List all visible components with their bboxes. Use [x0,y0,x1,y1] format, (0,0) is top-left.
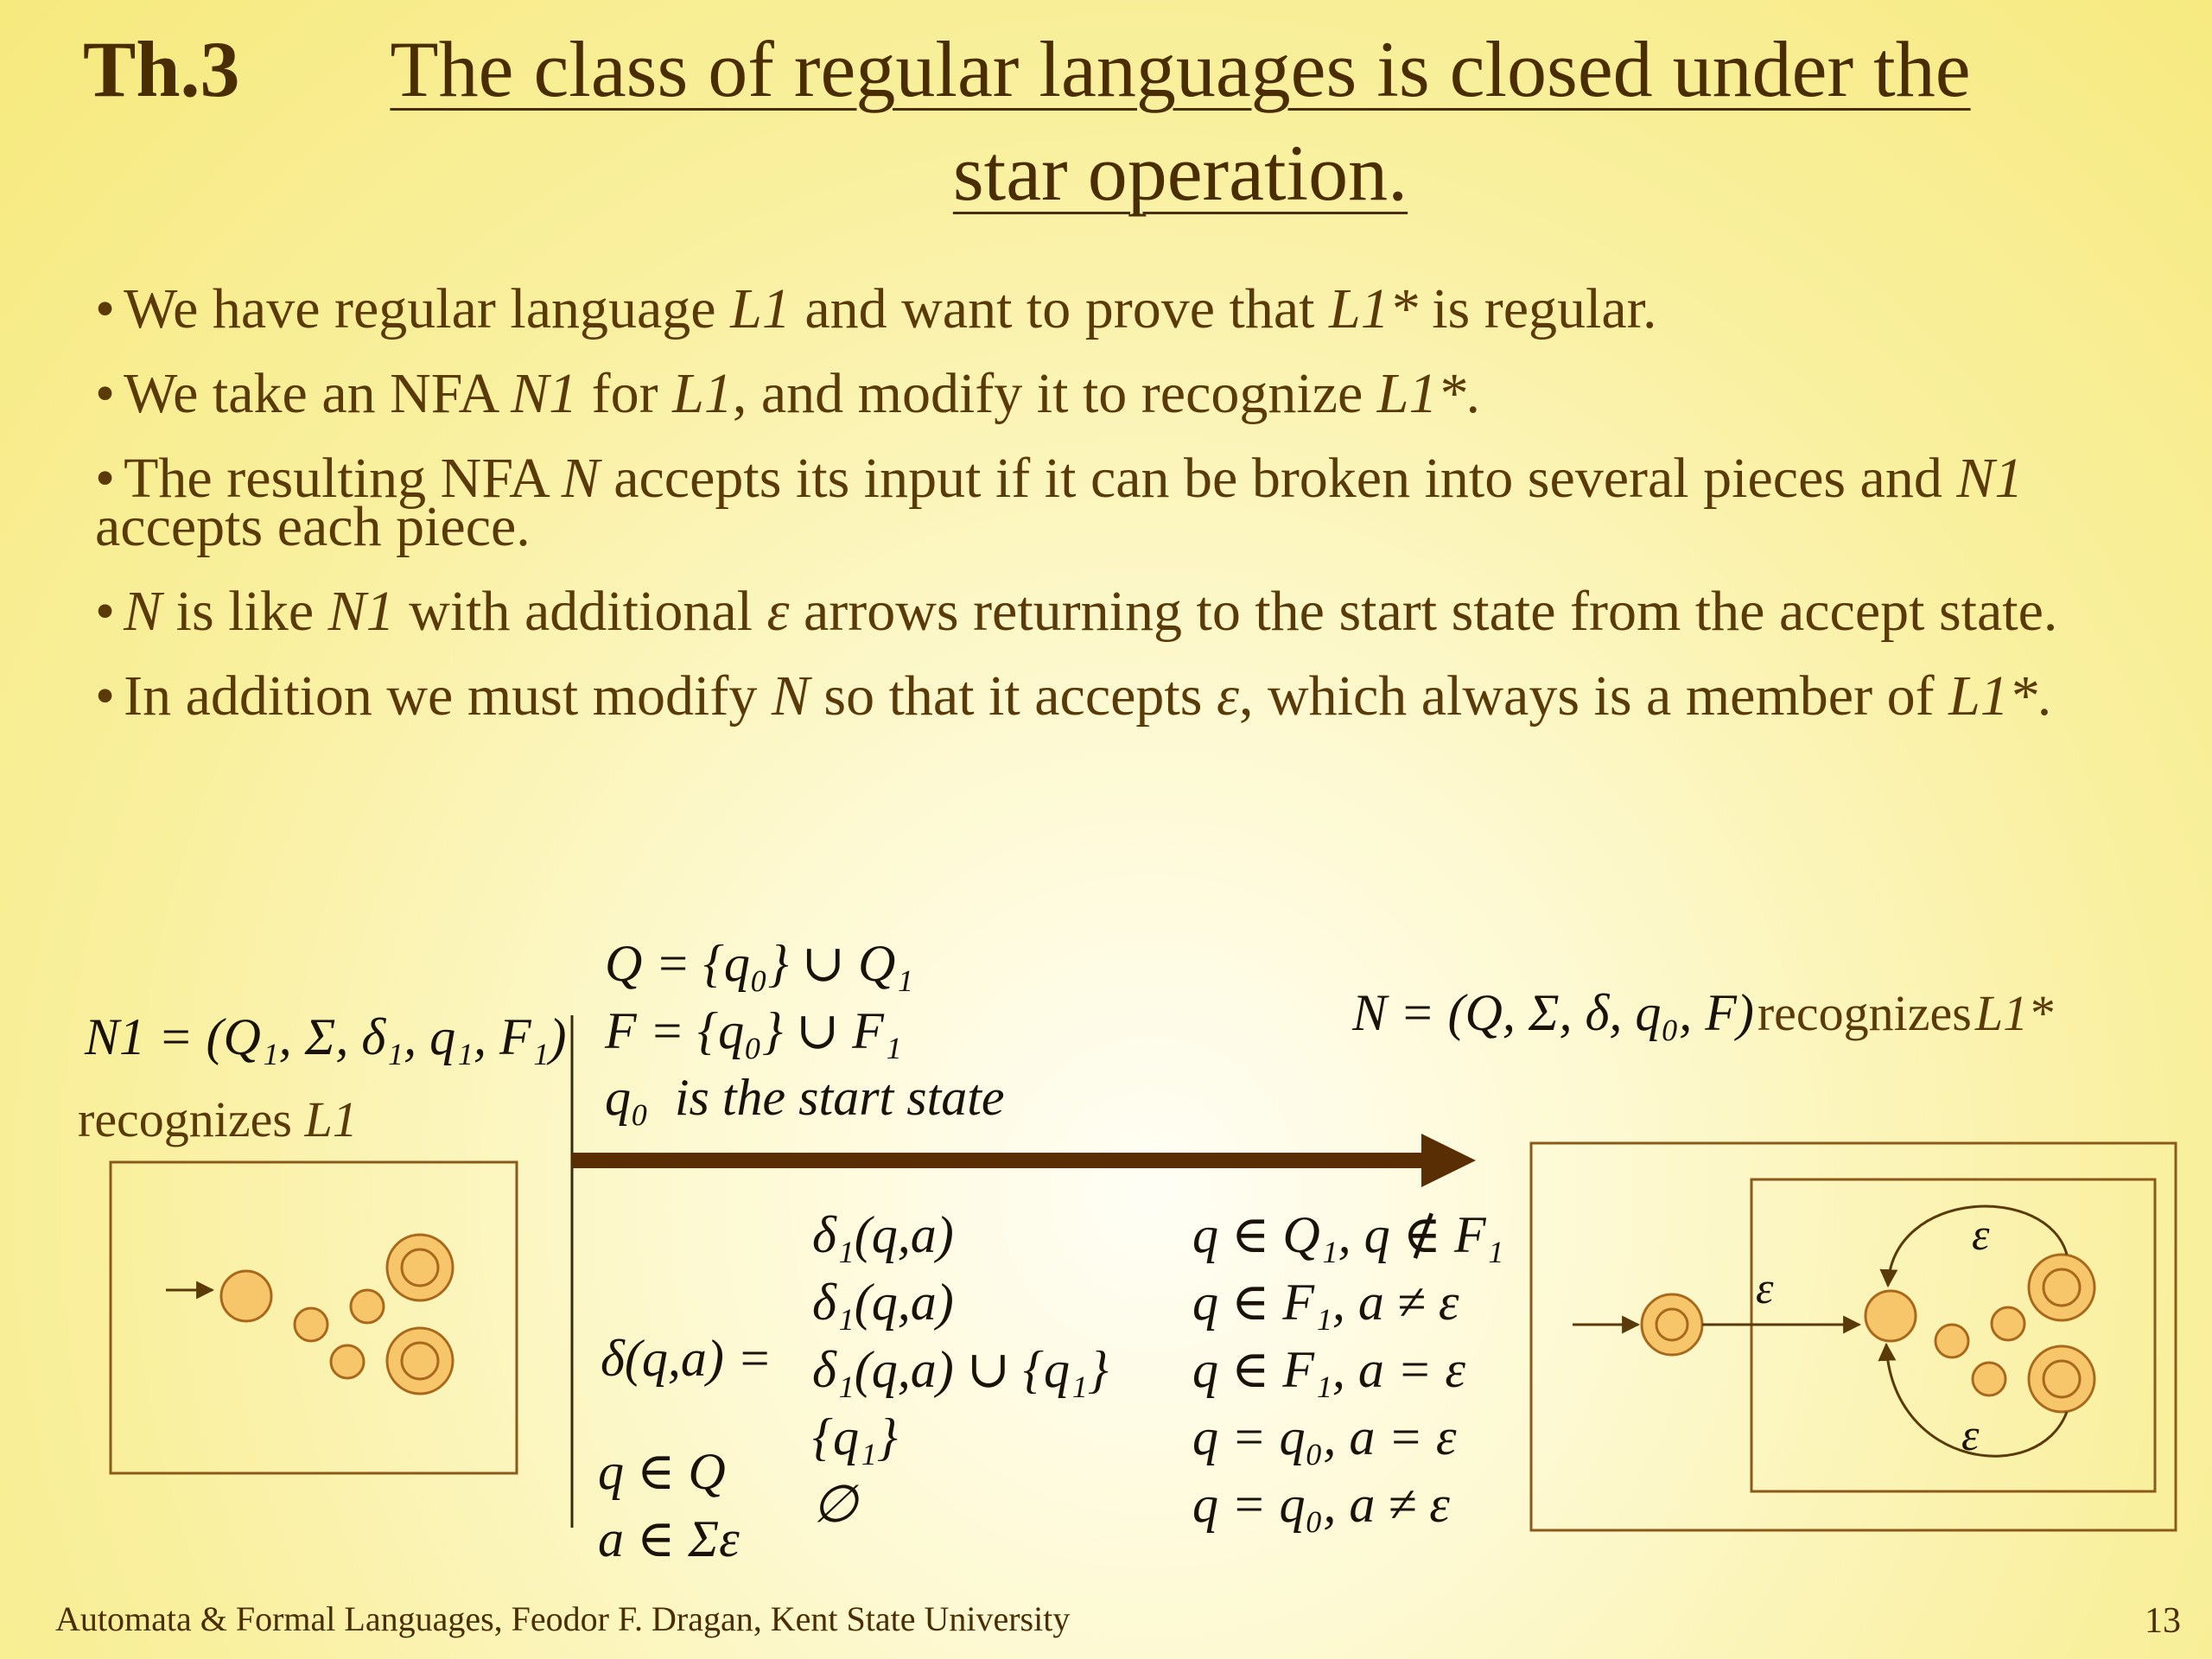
recognizes-text: recognizes [1757,985,1972,1041]
delta-case-value: δ₁(q,a) [812,1206,954,1263]
bullet-dot: • [95,580,116,643]
delta-case-value: δ₁(q,a) ∪ {q₁} [812,1341,1109,1398]
n1-state [295,1308,327,1341]
start-state-text: is the start state [674,1069,1005,1126]
n1-accept-state [387,1328,453,1394]
bullet-text: , which always is a member of [1238,664,1949,728]
bullet-dot: • [95,362,116,425]
bullet-term: N1 [327,580,395,643]
delta-lhs: δ(q,a) = [601,1330,772,1387]
delta-case-condition: q = q₀, a ≠ ε [1192,1476,1450,1533]
bullet-text: . [1465,362,1481,425]
page-number: 13 [2145,1601,2181,1641]
bullet-term: N [771,664,810,728]
bullet-text: and want to prove that [790,277,1329,340]
footer-credit: Automata & Formal Languages, Feodor F. Dragan, Kent State University [55,1599,1071,1638]
epsilon-symbol: ε [1216,664,1239,728]
for-q-in-Q: q ∈ Q [598,1443,726,1500]
bullet-text: , and modify it to recognize [732,362,1377,425]
bullet-term: L1 [672,362,733,425]
n-state [1992,1307,2024,1340]
epsilon-label-upper: ε [1972,1211,1990,1260]
epsilon-symbol: ε [766,580,790,643]
title-line-2-text: star operation. [952,129,1408,217]
for-a-in-sigma: a ∈ Σε [598,1510,740,1567]
bullet-text: is like [162,580,328,643]
n-accept-state [2029,1346,2094,1412]
bullet-text: so that it accepts [809,664,1217,728]
n-new-start-state [1642,1294,1702,1355]
n1-accept-state [387,1235,453,1300]
delta-case-value: δ₁(q,a) [812,1274,954,1331]
bullet-text: arrows returning to the start state from the accept state. [789,580,2058,643]
delta-case-condition: q ∈ F₁, a ≠ ε [1192,1274,1459,1331]
transform-arrow [572,1134,1476,1187]
recognizes-text: recognizes [78,1091,292,1147]
n1-state [351,1290,384,1323]
delta-case-condition: q = q₀, a = ε [1192,1408,1457,1465]
f-definition: F = {q₀} ∪ F₁ [605,1002,902,1059]
n1-start-state [221,1271,271,1321]
bullet-text: accepts its input if it can be broken into several pieces and [599,447,1957,510]
bullet-dot: • [95,664,116,728]
delta-case-condition: q ∈ Q₁, q ∉ F₁ [1192,1206,1504,1263]
bullet-term: L1* [1948,664,2037,728]
bullet-text: In addition we must modify [124,664,772,728]
delta-case-value: {q₁} [812,1408,898,1465]
epsilon-label-lower: ε [1961,1411,1980,1460]
bullet-term: N1 [1956,447,2024,510]
bullet-text: accepts each piece. [95,495,531,558]
bullet-text: with additional [394,580,767,643]
bullet-text: We have regular language [124,277,731,340]
bullet-term: N [124,580,162,643]
bullet-term: N [561,447,600,510]
language-l1: L1 [304,1091,358,1147]
bullet-term: L1* [1329,277,1418,340]
bullet-dot: • [95,277,116,340]
n-state [1936,1325,1968,1357]
n-state [1973,1363,2005,1395]
q0-symbol: q₀ [605,1069,649,1126]
n-accept-state [2029,1255,2094,1320]
n-diagram [1531,1143,2176,1530]
bullet-term: L1 [730,277,791,340]
n1-diagram [111,1162,517,1473]
bullet-term: L1* [1376,362,1466,425]
bullet-term: N1 [511,362,578,425]
delta-case-condition: q ∈ F₁, a = ε [1192,1341,1466,1398]
title-line-1-text: The class of regular languages is closed under the [390,25,1971,113]
theorem-label: Th.3 [83,25,240,113]
q-definition: Q = {q₀} ∪ Q₁ [605,935,914,992]
bullet-text: . [2037,664,2052,728]
language-l1-star: L1* [1974,985,2054,1041]
n1-state [331,1345,364,1378]
delta-case-value: ∅ [812,1476,858,1533]
n-outer-box [1531,1143,2176,1530]
n-old-start-state [1866,1291,1916,1341]
bullet-text: for [577,362,673,425]
epsilon-label-start: ε [1756,1264,1774,1313]
n-tuple: N = (Q, Σ, δ, q₀, F) [1352,984,1754,1041]
n1-tuple: N1 = (Q₁, Σ, δ₁, q₁, F₁) [85,1008,567,1065]
bullet-text: We take an NFA [124,362,512,425]
bullet-dot: • [95,447,116,510]
bullet-text: The resulting NFA [124,447,562,510]
bullet-text: is regular. [1417,277,1657,340]
